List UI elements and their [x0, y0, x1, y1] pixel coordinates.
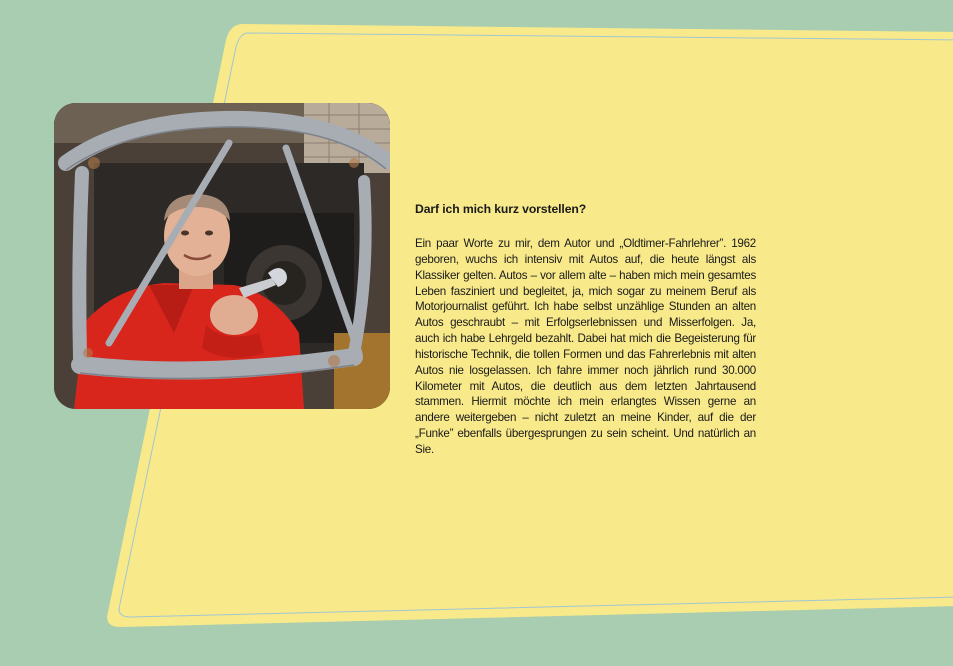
article-text: [415, 201, 756, 458]
author-photo: [54, 103, 390, 409]
article-heading: Darf ich mich kurz vorstellen?: [415, 202, 587, 216]
article-paragraph: Ein paar Worte zu mir, dem Autor und „Oldtimer-Fahrlehrer”. 1962 geboren, wuchs ich intensiv mit Autos auf, die heute längst als Klassiker gelten. Autos – vor allem alte – haben mich mein gesamtes Leben fasziniert und begleitet, ja, mich sogar zu meinem Beruf als Motorjournalist geführt. Ich habe selbst unzählige Stunden an alten Autos geschraubt – mit Erfolgserlebnissen und Misserfolgen. Ja, auch ich habe Lehrgeld bezahlt. Dabei hat mich die Begeisterung für historische Technik, die tollen Formen und das Fahrerlebnis mit alten Autos nie losgelassen. Ich fahre immer noch jährlich rund 30.000 Kilometer mit Autos, die deutlich aus dem letzten Jahrtausend stammen. Hiermit möchte ich mein erlangtes Wissen gerne an andere weitergeben – nicht zuletzt an meine Kinder, auf die der „Funke” ebenfalls übergesprungen zu sein scheint. Und natürlich an Sie.: [415, 237, 756, 456]
